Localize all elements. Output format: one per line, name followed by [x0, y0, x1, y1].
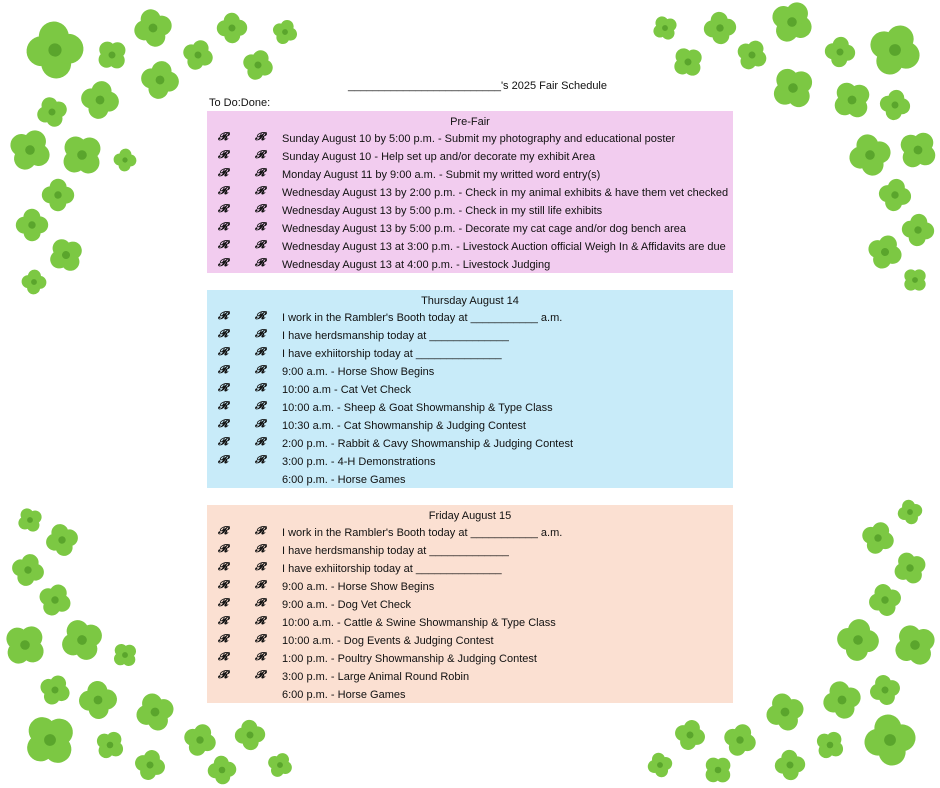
schedule-item	[207, 471, 733, 489]
schedule-item-text: 9:00 a.m. - Horse Show Begins	[282, 366, 435, 378]
clover-icon	[90, 725, 130, 765]
todo-checkbox[interactable]: 𝓡	[218, 542, 229, 555]
clover-icon	[108, 638, 143, 673]
clover-icon	[78, 78, 122, 122]
todo-checkbox[interactable]: 𝓡	[218, 560, 229, 573]
todo-done-header: To Do:Done:	[209, 97, 271, 109]
clover-icon	[78, 680, 119, 721]
done-checkbox[interactable]: 𝓡	[255, 596, 266, 609]
schedule-item	[207, 184, 733, 202]
schedule-item	[207, 614, 733, 632]
clover-icon	[21, 269, 47, 295]
clover-icon	[138, 58, 182, 102]
clover-icon	[731, 34, 772, 75]
todo-checkbox[interactable]: 𝓡	[218, 327, 229, 340]
section-title: Pre-Fair	[450, 116, 490, 128]
schedule-item-text: 9:00 a.m. - Dog Vet Check	[282, 599, 412, 611]
clover-icon	[702, 10, 738, 46]
schedule-item	[207, 381, 733, 399]
clover-icon	[844, 129, 895, 180]
clover-icon	[179, 719, 221, 761]
todo-checkbox[interactable]: 𝓡	[218, 220, 229, 233]
todo-checkbox[interactable]: 𝓡	[218, 130, 229, 143]
done-checkbox[interactable]: 𝓡	[255, 327, 266, 340]
clover-icon	[835, 617, 881, 663]
clover-icon	[33, 578, 76, 621]
schedule-item-text: 10:00 a.m. - Cattle & Swine Showmanship & Type Class	[282, 617, 556, 629]
clover-icon	[42, 520, 82, 560]
todo-checkbox[interactable]: 𝓡	[218, 614, 229, 627]
done-checkbox[interactable]: 𝓡	[255, 148, 266, 161]
done-checkbox[interactable]: 𝓡	[255, 381, 266, 394]
todo-checkbox[interactable]: 𝓡	[218, 148, 229, 161]
clover-icon	[269, 16, 301, 48]
schedule-item	[207, 632, 733, 650]
schedule-item	[207, 596, 733, 614]
schedule-item	[207, 148, 733, 166]
done-checkbox[interactable]: 𝓡	[255, 345, 266, 358]
schedule-item	[207, 417, 733, 435]
todo-checkbox[interactable]: 𝓡	[218, 668, 229, 681]
schedule-item	[207, 363, 733, 381]
todo-checkbox[interactable]: 𝓡	[218, 345, 229, 358]
schedule-item-text: Wednesday August 13 at 4:00 p.m. - Livestock Judging	[282, 259, 551, 271]
clover-icon	[886, 616, 940, 673]
clover-icon	[33, 93, 72, 132]
clover-icon	[895, 497, 925, 527]
schedule-item-text: Monday August 11 by 9:00 a.m. - Submit my writted word entry(s)	[282, 169, 601, 181]
schedule-item	[207, 650, 733, 668]
clover-icon	[860, 710, 920, 770]
clover-icon	[648, 11, 682, 45]
schedule-item-text: 10:00 a.m. - Dog Events & Judging Contest	[282, 635, 494, 647]
schedule-item	[207, 220, 733, 238]
section-title: Thursday August 14	[421, 295, 519, 307]
clover-icon	[264, 749, 297, 782]
todo-checkbox[interactable]: 𝓡	[218, 417, 229, 430]
todo-checkbox[interactable]: 𝓡	[218, 650, 229, 663]
schedule-item	[207, 166, 733, 184]
schedule-item-text: I work in the Rambler's Booth today at ___________ a.m.	[282, 312, 563, 324]
schedule-item	[207, 256, 733, 274]
done-checkbox[interactable]: 𝓡	[255, 363, 266, 376]
schedule-item-text: I have herdsmanship today at _____________	[282, 545, 509, 557]
schedule-item-text: Sunday August 10 by 5:00 p.m. - Submit my photography and educational poster	[282, 133, 676, 145]
schedule-item-text: Wednesday August 13 by 5:00 p.m. - Check in my still life exhibits	[282, 205, 603, 217]
todo-checkbox[interactable]: 𝓡	[218, 309, 229, 322]
done-checkbox[interactable]: 𝓡	[255, 238, 266, 251]
todo-checkbox[interactable]: 𝓡	[218, 596, 229, 609]
clover-icon	[863, 230, 907, 274]
schedule-item-text: 2:00 p.m. - Rabbit & Cavy Showmanship & Judging Contest	[282, 438, 574, 450]
schedule-item-text: Wednesday August 13 by 2:00 p.m. - Check in my animal exhibits & have them vet checked	[282, 187, 729, 199]
done-checkbox[interactable]: 𝓡	[255, 542, 266, 555]
done-checkbox[interactable]: 𝓡	[255, 309, 266, 322]
schedule-item	[207, 345, 733, 363]
done-checkbox[interactable]: 𝓡	[255, 202, 266, 215]
clover-icon	[1, 121, 58, 178]
clover-icon	[671, 716, 708, 753]
clover-icon	[698, 750, 738, 788]
clover-icon	[810, 725, 850, 765]
clover-icon	[42, 231, 89, 278]
done-checkbox[interactable]: 𝓡	[255, 578, 266, 591]
schedule-item	[207, 130, 733, 148]
done-checkbox[interactable]: 𝓡	[255, 417, 266, 430]
clover-icon	[216, 12, 247, 43]
done-checkbox[interactable]: 𝓡	[255, 524, 266, 537]
todo-checkbox[interactable]: 𝓡	[218, 524, 229, 537]
clover-icon	[131, 746, 168, 783]
clover-icon	[24, 19, 86, 81]
clover-icon	[897, 262, 932, 297]
todo-checkbox[interactable]: 𝓡	[218, 166, 229, 179]
schedule-item-text: I have herdsmanship today at _____________	[282, 330, 509, 342]
section-pre-fair	[207, 111, 733, 273]
schedule-item	[207, 560, 733, 578]
clover-icon	[178, 35, 217, 74]
section-title: Friday August 15	[428, 510, 512, 522]
todo-checkbox[interactable]: 𝓡	[218, 632, 229, 645]
clover-icon	[774, 749, 807, 782]
todo-checkbox[interactable]: 𝓡	[218, 435, 229, 448]
schedule-item	[207, 238, 733, 256]
clover-icon	[91, 34, 134, 77]
clover-icon	[900, 212, 936, 248]
schedule-item-text: Wednesday August 13 by 5:00 p.m. - Decorate my cat cage and/or dog bench area	[282, 223, 686, 235]
todo-checkbox[interactable]: 𝓡	[218, 578, 229, 591]
clover-icon	[764, 59, 822, 117]
todo-checkbox[interactable]: 𝓡	[218, 202, 229, 215]
clover-icon	[865, 580, 905, 620]
clover-icon	[8, 550, 48, 590]
schedule-item-text: 6:00 p.m. - Horse Games	[282, 689, 406, 701]
schedule-item-text: 10:30 a.m. - Cat Showmanship & Judging Contest	[282, 420, 526, 432]
section-friday	[207, 505, 733, 703]
schedule-item	[207, 327, 733, 345]
clover-icon	[763, 0, 820, 51]
todo-checkbox[interactable]: 𝓡	[218, 256, 229, 269]
done-checkbox[interactable]: 𝓡	[255, 560, 266, 573]
done-checkbox[interactable]: 𝓡	[255, 453, 266, 466]
schedule-item-text: 1:00 p.m. - Poultry Showmanship & Judging Contest	[282, 653, 537, 665]
schedule-list	[207, 309, 733, 489]
clover-icon	[113, 148, 138, 173]
clover-icon	[861, 16, 929, 84]
todo-checkbox[interactable]: 𝓡	[218, 238, 229, 251]
schedule-item	[207, 202, 733, 220]
todo-checkbox[interactable]: 𝓡	[218, 184, 229, 197]
schedule-item	[207, 686, 733, 704]
clover-icon	[866, 671, 903, 708]
clover-icon	[891, 123, 940, 176]
clover-icon	[818, 676, 865, 723]
clover-icon	[16, 209, 49, 242]
schedule-item	[207, 578, 733, 596]
done-checkbox[interactable]: 𝓡	[255, 435, 266, 448]
clover-icon	[667, 41, 710, 84]
schedule-item-text: 10:00 a.m - Cat Vet Check	[282, 384, 412, 396]
clover-icon	[761, 688, 809, 736]
schedule-item-text: 9:00 a.m. - Horse Show Begins	[282, 581, 435, 593]
done-checkbox[interactable]: 𝓡	[255, 614, 266, 627]
clover-icon	[0, 616, 54, 675]
clover-icon	[825, 73, 878, 126]
clover-icon	[823, 35, 856, 68]
schedule-list	[207, 524, 733, 704]
schedule-item	[207, 399, 733, 417]
done-checkbox[interactable]: 𝓡	[255, 668, 266, 681]
clover-icon	[857, 517, 899, 559]
clover-icon	[53, 126, 112, 185]
schedule-item-text: 10:00 a.m. - Sheep & Goat Showmanship & Type Class	[282, 402, 553, 414]
schedule-list	[207, 130, 733, 274]
document-title: _________________________'s 2025 Fair Schedule	[348, 80, 607, 92]
done-checkbox[interactable]: 𝓡	[255, 632, 266, 645]
clover-icon	[719, 719, 761, 761]
done-checkbox[interactable]: 𝓡	[255, 220, 266, 233]
done-checkbox[interactable]: 𝓡	[255, 650, 266, 663]
clover-icon	[14, 704, 86, 776]
schedule-item	[207, 309, 733, 327]
todo-checkbox[interactable]: 𝓡	[218, 453, 229, 466]
clover-icon	[13, 503, 47, 537]
schedule-item	[207, 453, 733, 471]
section-thursday	[207, 290, 733, 488]
done-checkbox[interactable]: 𝓡	[255, 184, 266, 197]
clover-icon	[238, 45, 277, 84]
clover-icon	[130, 5, 177, 52]
schedule-item	[207, 668, 733, 686]
clover-icon	[42, 179, 75, 212]
todo-checkbox[interactable]: 𝓡	[218, 363, 229, 376]
todo-checkbox[interactable]: 𝓡	[218, 381, 229, 394]
schedule-item-text: I have exhiitorship today at ______________	[282, 563, 502, 575]
schedule-item	[207, 524, 733, 542]
schedule-item-text: Sunday August 10 - Help set up and/or decorate my exhibit Area	[282, 151, 596, 163]
done-checkbox[interactable]: 𝓡	[255, 256, 266, 269]
todo-checkbox[interactable]: 𝓡	[218, 399, 229, 412]
clover-icon	[877, 87, 912, 122]
schedule-item-text: 3:00 p.m. - Large Animal Round Robin	[282, 671, 470, 683]
schedule-item-text: 6:00 p.m. - Horse Games	[282, 474, 406, 486]
clover-icon	[35, 670, 75, 710]
clover-icon	[206, 754, 237, 785]
clover-icon	[876, 176, 914, 214]
done-checkbox[interactable]: 𝓡	[255, 130, 266, 143]
clover-icon	[888, 546, 931, 589]
schedule-item-text: Wednesday August 13 at 3:00 p.m. - Livestock Auction official Weigh In & Affidavits are due	[282, 241, 726, 253]
clover-icon	[234, 719, 267, 752]
schedule-item	[207, 435, 733, 453]
done-checkbox[interactable]: 𝓡	[255, 399, 266, 412]
schedule-item-text: I have exhiitorship today at ______________	[282, 348, 502, 360]
schedule-item-text: I work in the Rambler's Booth today at ___________ a.m.	[282, 527, 563, 539]
schedule-item	[207, 542, 733, 560]
schedule-item-text: 3:00 p.m. - 4-H Demonstrations	[282, 456, 436, 468]
clover-icon	[131, 688, 179, 736]
clover-icon	[645, 750, 675, 780]
done-checkbox[interactable]: 𝓡	[255, 166, 266, 179]
clover-icon	[54, 612, 110, 668]
